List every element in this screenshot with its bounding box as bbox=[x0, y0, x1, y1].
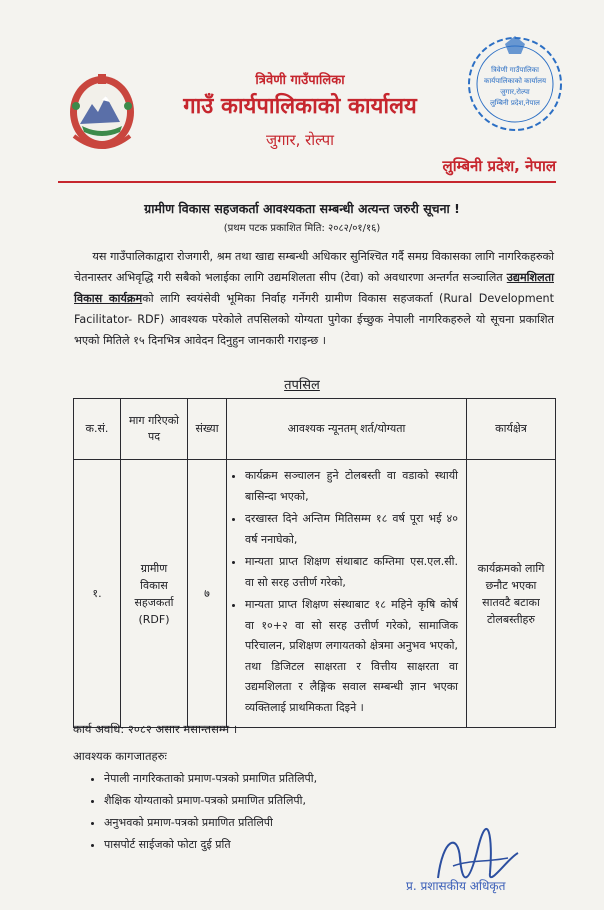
list-item: • नेपाली नागरिकताको प्रमाण-पत्रको प्रमाणित प्रतिलिपी, bbox=[104, 768, 317, 790]
municipality-name: त्रिवेणी गाउँपालिका bbox=[255, 73, 345, 88]
table-row bbox=[74, 460, 556, 728]
list-item: • मान्यता प्राप्त शिक्षण संथाबाट कम्तिमा एस.एल.सी. वा सो सरह उत्तीर्ण गरेको, bbox=[245, 552, 458, 593]
col-header-area: कार्यक्षेत्र bbox=[467, 399, 556, 460]
notice-body-part1: यस गाउँपालिकाद्वारा रोजगारी, श्रम तथा खाद्य सम्बन्धी अधिकार सुनिश्चित गर्दै समग्र विकासका लागि नागरिकहरुको चेतनास्तर अभिवृद्धि गरी सबैको भलाईका लागि उद्यमशिलता सीप (टेवा) को अवधारणा अन्तर्गत सञ्चालित bbox=[74, 250, 554, 284]
office-title: गाउँ कार्यपालिकाको कार्यालय bbox=[183, 94, 417, 119]
col-header-count: संख्या bbox=[188, 399, 227, 460]
cell-post: ग्रामीण विकास सहजकर्ता (RDF) bbox=[121, 460, 188, 728]
svg-text:लुम्बिनी प्रदेश,नेपाल: लुम्बिनी प्रदेश,नेपाल bbox=[490, 99, 540, 107]
col-header-post: माग गरिएको पद bbox=[121, 399, 188, 460]
requirements-list bbox=[233, 466, 458, 718]
program-name: उद्यमशिलता विकास कार्यक्रम bbox=[74, 271, 554, 305]
cell-work-area: कार्यक्रमको लागि छनौट भएका सातवटै बटाका टोलबस्तीहरु bbox=[467, 460, 556, 728]
office-location: जुगार, रोल्पा bbox=[266, 131, 334, 149]
header-divider bbox=[58, 181, 556, 183]
documents-list bbox=[90, 768, 317, 856]
svg-text:कार्यपालिकाको कार्यालय: कार्यपालिकाको कार्यालय bbox=[483, 77, 547, 85]
notice-body bbox=[74, 246, 554, 351]
notice-body-part2: को लागि स्वयंसेवी भूमिका निर्वाह गर्नेगरी ग्रामीण विकास सहजकर्ता (Rural Development Facilitator- RDF) आवश्यक परेकोले तपसिलको योग्यता पुगेका ईच्छुक नेपाली नागरिकहरुले यो सूचना प्रकाशित भएको मितिले १५ दिनभित्र आवेदन दिनुहुन जानकारी गराइन्छ । bbox=[74, 292, 555, 347]
svg-text:त्रिवेणी गाउँपालिका: त्रिवेणी गाउँपालिका bbox=[491, 66, 539, 74]
cell-sn: १. bbox=[74, 460, 121, 728]
notice-title: ग्रामीण विकास सहजकर्ता आवश्यकता सम्बन्धी अत्यन्त जरुरी सूचना ! bbox=[144, 201, 460, 216]
list-item: • अनुभवको प्रमाण-पत्रको प्रमाणित प्रतिलिपी bbox=[104, 812, 317, 834]
svg-text:प्र. प्रशासकीय अधिकृत: प्र. प्रशासकीय अधिकृत bbox=[406, 879, 506, 893]
requirements-table bbox=[73, 398, 556, 728]
cell-count: ७ bbox=[188, 460, 227, 728]
details-heading: तपसिल bbox=[284, 378, 320, 393]
list-item: • दरखास्त दिने अन्तिम मितिसम्म १८ वर्ष पूरा भई ४० वर्ष ननाघेको, bbox=[245, 509, 458, 550]
documents-heading: आवश्यक कागजातहरुः bbox=[73, 749, 167, 763]
svg-text:जुगार,रोल्पा: जुगार,रोल्पा bbox=[500, 88, 530, 96]
province-name: लुम्बिनी प्रदेश, नेपाल bbox=[442, 157, 556, 175]
nepal-emblem-icon bbox=[62, 66, 142, 154]
table-header-row bbox=[74, 399, 556, 460]
signature-icon bbox=[398, 818, 568, 908]
list-item: • कार्यक्रम सञ्चालन हुने टोलबस्ती वा वडाको स्थायी बासिन्दा भएको, bbox=[245, 466, 458, 507]
list-item: • शैक्षिक योग्यताको प्रमाण-पत्रको प्रमाणित प्रतिलिपी, bbox=[104, 790, 317, 812]
cell-requirements bbox=[227, 460, 467, 728]
office-seal-icon bbox=[463, 30, 568, 138]
col-header-requirements: आवश्यक न्यूनतम् शर्त/योग्यता bbox=[227, 399, 467, 460]
list-item: • मान्यता प्राप्त शिक्षण संस्थाबाट १८ महिने कृषि कोर्ष वा १०+२ वा सो सरह उत्तीर्ण गरेको, सामाजिक परिचालन, प्रशिक्षण लगायतको क्षेत्रमा अनुभव भएको, तथा डिजिटल साक्षरता र वित्तीय साक्षरता वा उद्यमशिलता र लैङ्गिक सवाल सम्बन्धी ज्ञान भएका व्यक्तिलाई प्राथमिकता दिइने । bbox=[245, 595, 458, 718]
col-header-sn: क.सं. bbox=[74, 399, 121, 460]
work-period: कार्य अवधि: २०८२ असार मसान्तसम्म । bbox=[73, 722, 238, 736]
list-item: • पासपोर्ट साईजको फोटा दुई प्रति bbox=[104, 834, 317, 856]
publication-date: (प्रथम पटक प्रकाशित मिति: २०८२/०१/१६) bbox=[223, 223, 381, 234]
